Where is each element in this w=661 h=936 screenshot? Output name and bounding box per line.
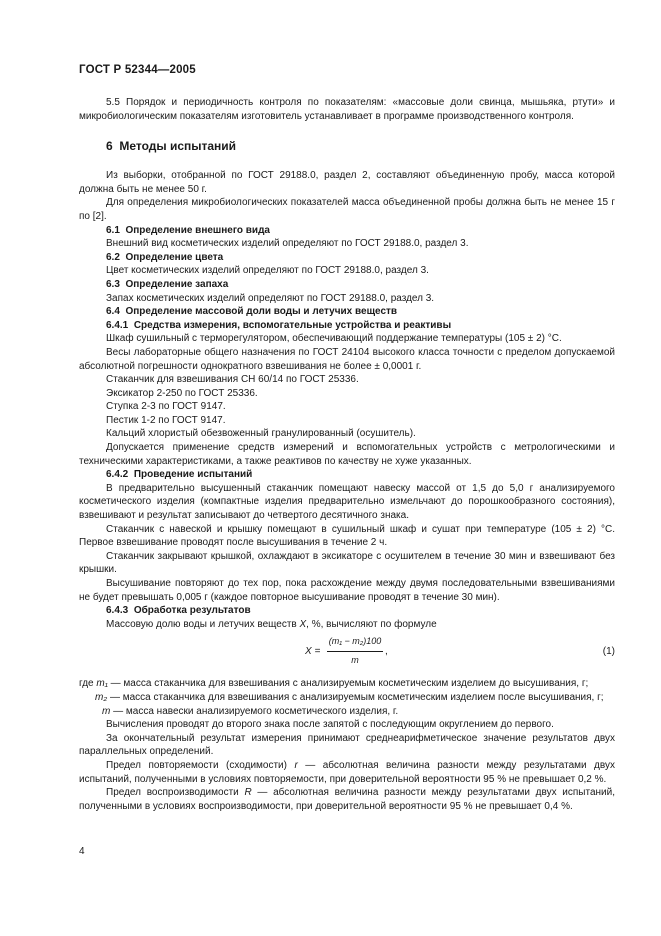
procedure-step: Стаканчик с навеской и крышку помещают в сушильный шкаф и сушат при температуре (105 ± 2) °С. Первое взвешивание проводят после высушивания в течение 2 ч. [79, 523, 615, 549]
definition-m2 [79, 691, 615, 705]
text: Массовую долю воды и летучих веществ [106, 618, 300, 630]
symbol-m: m [102, 705, 111, 717]
subsection-6-2-heading [79, 251, 615, 265]
variable-definitions [79, 677, 615, 718]
equipment-item: Эксикатор 2-250 по ГОСТ 25336. [106, 387, 258, 399]
subsection-title: Средства измерения, вспомогательные устройства и реактивы [133, 319, 452, 331]
text: Предел воспроизводимости [106, 787, 245, 799]
formula-intro [79, 618, 615, 632]
text: Предел повторяемости (сходимости) [106, 759, 295, 771]
document-body [79, 96, 615, 813]
calculation-note: Вычисления проводят до второго знака после запятой с последующим округлением до первого. [106, 719, 554, 731]
reproducibility-limit [79, 786, 615, 813]
section-6-heading [79, 137, 615, 155]
procedure-step: Стаканчик закрывают крышкой, охлаждают в эксикаторе с осушителем в течение 30 мин и взвешивают без крышки. [79, 550, 615, 576]
page-number: 4 [79, 846, 85, 857]
text: — абсолютная величина разности между результатами двух испытаний, полученными в условиях воспроизводимости, при доверительной вероятности 95 % не превышает 0,4 %. [79, 787, 615, 812]
equipment-item: Ступка 2-3 по ГОСТ 9147. [106, 401, 226, 413]
definition-text: — масса навески анализируемого косметического изделия, г. [113, 705, 399, 717]
formula-denominator: m [351, 654, 359, 665]
subsection-number: 6.4 [106, 306, 120, 318]
equipment-item: Кальций хлористый обезвоженный гранулированный (осушитель). [106, 428, 416, 440]
repeatability-limit [79, 759, 615, 786]
symbol-m2: m₂ [95, 691, 108, 703]
procedure-step: Высушивание повторяют до тех пор, пока расхождение между двумя последовательными взвешиваниями не будет превышать 0,005 г (каждое повторное высушивание проводят в течение 30 мин). [79, 578, 615, 603]
formula-numerator: (m₁ − m₂)100 [327, 635, 383, 652]
subsection-title: Обработка результатов [133, 605, 251, 617]
symbol-m1: m₁ [96, 678, 108, 690]
subsection-6-4-1-heading [79, 319, 615, 333]
subsection-title: Определение массовой доли воды и летучих веществ [125, 306, 398, 318]
symbol-R: R [244, 787, 252, 799]
variable-x: X [299, 618, 307, 630]
subsection-number: 6.4.3 [106, 605, 129, 617]
subsection-6-1-heading [79, 224, 615, 238]
definition-m [79, 705, 615, 719]
subsection-6-2-text: Цвет косметических изделий определяют по ГОСТ 29188.0, раздел 3. [106, 265, 429, 277]
subsection-title: Проведение испытаний [133, 469, 253, 481]
formula-lhs: X = [305, 646, 321, 658]
subsection-6-4-2-heading [79, 468, 615, 482]
subsection-title: Определение цвета [125, 251, 224, 263]
subsection-number: 6.4.2 [106, 469, 129, 481]
equipment-item: Допускается применение средств измерений и вспомогательных устройств с метрологическими и техническими характеристиками, а также реактивов по качеству не хуже указанных. [79, 442, 615, 467]
formula-number: (1) [602, 646, 615, 658]
section-number: 6 [106, 139, 113, 154]
subsection-number: 6.4.1 [106, 319, 129, 331]
subsection-title: Определение запаха [125, 278, 229, 290]
section-title: Методы испытаний [119, 139, 237, 154]
definition-text: — масса стаканчика для взвешивания с анализируемым косметическим изделием после высушивания, г; [109, 691, 604, 703]
equipment-item: Пестик 1-2 по ГОСТ 9147. [106, 414, 226, 426]
subsection-number: 6.2 [106, 251, 120, 263]
symbol-r: r [294, 759, 298, 771]
document-header: ГОСТ Р 52344—2005 [79, 64, 196, 76]
definition-text: — масса стаканчика для взвешивания с анализируемым косметическим изделием до высушивания, г; [110, 678, 589, 690]
subsection-6-4-3-heading [79, 604, 615, 618]
intro-paragraph-1: Из выборки, отобранной по ГОСТ 29188.0, раздел 2, составляют объединенную пробу, масса которой должна быть не менее 50 г. [79, 170, 615, 195]
subsection-number: 6.1 [106, 224, 120, 236]
equipment-item: Весы лабораторные общего назначения по ГОСТ 24104 высокого класса точности с пределом допускаемой абсолютной погрешности однократного взвешивания не более ± 0,0001 г. [79, 346, 615, 372]
procedure-step: В предварительно высушенный стаканчик помещают навеску массой от 1,5 до 5,0 г анализируемого косметического изделия (компактные изделия предварительно измельчают до порошкообразного состояния), взвешивают и результат записывают до четвертого десятичного знака. [79, 482, 615, 522]
final-result-note: За окончательный результат измерения принимают среднеарифметическое значение результатов двух параллельных определений. [79, 732, 615, 758]
subsection-title: Определение внешнего вида [125, 224, 270, 236]
where-prefix: где [79, 678, 94, 690]
subsection-6-3-heading [79, 278, 615, 292]
equipment-item: Стаканчик для взвешивания СН 60/14 по ГОСТ 25336. [106, 374, 359, 386]
equipment-item: Шкаф сушильный с терморегулятором, обеспечивающий поддержание температуры (105 ± 2) °С. [106, 333, 562, 345]
formula-comma: , [385, 646, 388, 658]
text: — абсолютная величина разности между результатами двух испытаний, полученными в условиях повторяемости, при доверительной вероятности 95 % не превышает 0,2 %. [79, 759, 615, 785]
subsection-6-3-text: Запах косметических изделий определяют по ГОСТ 29188.0, раздел 3. [106, 292, 435, 304]
subsection-6-1-text: Внешний вид косметических изделий определяют по ГОСТ 29188.0, раздел 3. [106, 238, 469, 250]
intro-paragraph-2: Для определения микробиологических показателей масса объединенной пробы должна быть не менее 15 г по [2]. [79, 197, 615, 222]
formula-fraction [327, 635, 383, 667]
subsection-6-4-heading [79, 305, 615, 319]
paragraph-5-5: 5.5 Порядок и периодичность контроля по показателям: «массовые доли свинца, мышьяка, ртути» и микробиологическим показателям изготовитель устанавливает в программе производственного контроля. [79, 97, 615, 122]
formula-1 [79, 635, 615, 675]
text: , %, вычисляют по формуле [306, 618, 437, 630]
subsection-number: 6.3 [106, 278, 120, 290]
definition-m1 [79, 677, 615, 691]
